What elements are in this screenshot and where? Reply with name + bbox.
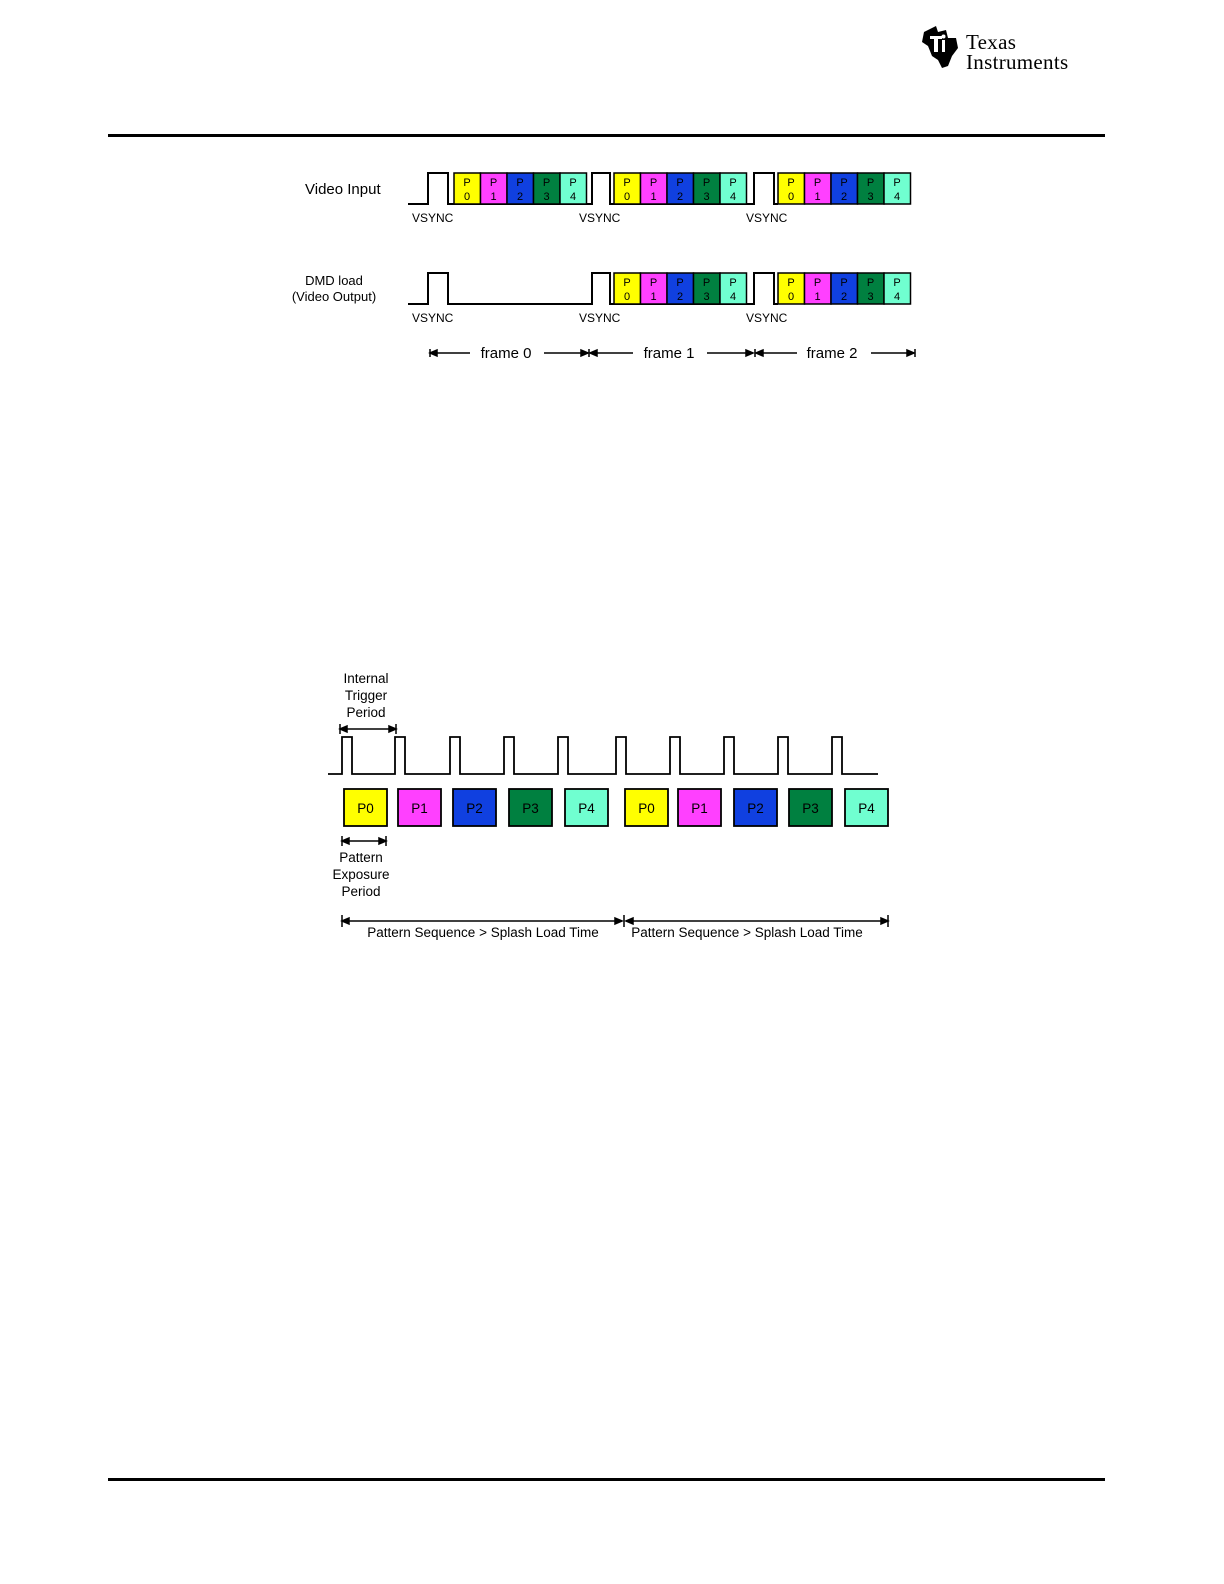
logo-text-line1: Texas bbox=[966, 30, 1017, 54]
vsync-label: VSYNC bbox=[412, 211, 454, 225]
pattern-cell-letter: P bbox=[840, 277, 848, 289]
vsync-label: VSYNC bbox=[412, 311, 454, 325]
vsync-label: VSYNC bbox=[746, 211, 788, 225]
trigger-label-line2: Trigger bbox=[344, 688, 388, 703]
pattern-cell-digit: 4 bbox=[893, 191, 901, 203]
pattern-box-label: P1 bbox=[691, 801, 708, 816]
pattern-cell-letter: P bbox=[813, 277, 822, 289]
pattern-cell-digit: 0 bbox=[623, 291, 631, 303]
frame-1-label: frame 1 bbox=[643, 345, 695, 362]
pattern-cell-digit: 4 bbox=[729, 291, 737, 303]
pattern-cell-digit: 2 bbox=[840, 191, 848, 203]
pattern-cell-letter: P bbox=[702, 277, 711, 289]
pattern-cell-letter: P bbox=[463, 177, 471, 189]
trigger-period-arrow bbox=[340, 724, 396, 734]
pattern-box-label: P2 bbox=[466, 801, 483, 816]
pattern-box-label: P0 bbox=[638, 801, 655, 816]
sequence-label-2: Pattern Sequence > Splash Load Time bbox=[631, 925, 863, 940]
pattern-cell-letter: P bbox=[893, 277, 901, 289]
pattern-cell-digit: 0 bbox=[463, 191, 471, 203]
trigger-label-line1: Internal bbox=[343, 671, 389, 686]
pattern-cell-letter: P bbox=[813, 177, 822, 189]
sequence-label-1: Pattern Sequence > Splash Load Time bbox=[367, 925, 599, 940]
pattern-cell-digit: 1 bbox=[650, 191, 657, 203]
pattern-cell-digit: 2 bbox=[676, 191, 684, 203]
exposure-period-arrow bbox=[342, 836, 386, 846]
pattern-cell-letter: P bbox=[840, 177, 848, 189]
pattern-cell-letter: P bbox=[676, 177, 684, 189]
pattern-cell-digit: 4 bbox=[569, 191, 577, 203]
pattern-cell-letter: P bbox=[649, 177, 658, 189]
dmd-load-label: DMD load bbox=[305, 273, 363, 288]
pattern-cell-letter: P bbox=[866, 277, 875, 289]
pattern-cell-letter: P bbox=[623, 277, 631, 289]
pattern-boxes bbox=[344, 789, 888, 826]
pattern-cell-digit: 3 bbox=[867, 291, 874, 303]
pattern-cell-letter: P bbox=[489, 177, 498, 189]
vsync-label: VSYNC bbox=[579, 311, 621, 325]
exposure-label-line2: Exposure bbox=[332, 867, 390, 882]
pattern-cell-digit: 3 bbox=[703, 291, 710, 303]
pattern-cell-letter: P bbox=[866, 177, 875, 189]
pattern-box-label: P3 bbox=[522, 801, 539, 816]
pattern-cell-digit: 1 bbox=[814, 291, 821, 303]
frame-2-label: frame 2 bbox=[806, 345, 858, 362]
pattern-box-label: P0 bbox=[357, 801, 374, 816]
vsync-label: VSYNC bbox=[579, 211, 621, 225]
pattern-cell-digit: 2 bbox=[840, 291, 848, 303]
trigger-label-line3: Period bbox=[346, 705, 386, 720]
pattern-cell-digit: 1 bbox=[490, 191, 497, 203]
pattern-box-label: P1 bbox=[411, 801, 428, 816]
pattern-cell-letter: P bbox=[893, 177, 901, 189]
pattern-cell-digit: 1 bbox=[650, 291, 657, 303]
pattern-cell-digit: 3 bbox=[703, 191, 710, 203]
pattern-cell-letter: P bbox=[729, 277, 737, 289]
exposure-label-line1: Pattern bbox=[339, 850, 383, 865]
pattern-cell-letter: P bbox=[516, 177, 524, 189]
pattern-cell-letter: P bbox=[702, 177, 711, 189]
header-rule bbox=[108, 134, 1105, 137]
pattern-cell-digit: 2 bbox=[516, 191, 524, 203]
pattern-box-label: P4 bbox=[578, 801, 595, 816]
pattern-cell-digit: 3 bbox=[543, 191, 550, 203]
pattern-groups bbox=[454, 173, 911, 304]
pattern-cell-letter: P bbox=[787, 277, 795, 289]
internal-trigger-timing-diagram bbox=[0, 660, 1224, 960]
pattern-cell-letter: P bbox=[569, 177, 577, 189]
video-output-label: (Video Output) bbox=[291, 289, 377, 304]
frame-0-label: frame 0 bbox=[480, 345, 532, 362]
pattern-cell-letter: P bbox=[542, 177, 551, 189]
pattern-box-label: P4 bbox=[858, 801, 875, 816]
pattern-cell-letter: P bbox=[649, 277, 658, 289]
pattern-cell-digit: 3 bbox=[867, 191, 874, 203]
video-dmd-timing-diagram bbox=[0, 150, 1224, 370]
pattern-box-label: P3 bbox=[802, 801, 819, 816]
pattern-cell-digit: 4 bbox=[729, 191, 737, 203]
pattern-box-label: P2 bbox=[747, 801, 764, 816]
vsync-label: VSYNC bbox=[746, 311, 788, 325]
logo-text-line2: Instruments bbox=[966, 50, 1069, 74]
pattern-cell-digit: 1 bbox=[814, 191, 821, 203]
pattern-cell-digit: 2 bbox=[676, 291, 684, 303]
pattern-cell-digit: 0 bbox=[787, 191, 795, 203]
pattern-cell-digit: 0 bbox=[787, 291, 795, 303]
pattern-cell-letter: P bbox=[729, 177, 737, 189]
pattern-cell-letter: P bbox=[676, 277, 684, 289]
exposure-label-line3: Period bbox=[341, 884, 381, 899]
trigger-waveform bbox=[328, 737, 878, 774]
pattern-cell-digit: 0 bbox=[623, 191, 631, 203]
footer-rule bbox=[108, 1478, 1105, 1481]
video-input-label: Video Input bbox=[305, 181, 381, 198]
pattern-cell-letter: P bbox=[623, 177, 631, 189]
pattern-cell-digit: 4 bbox=[893, 291, 901, 303]
pattern-cell-letter: P bbox=[787, 177, 795, 189]
